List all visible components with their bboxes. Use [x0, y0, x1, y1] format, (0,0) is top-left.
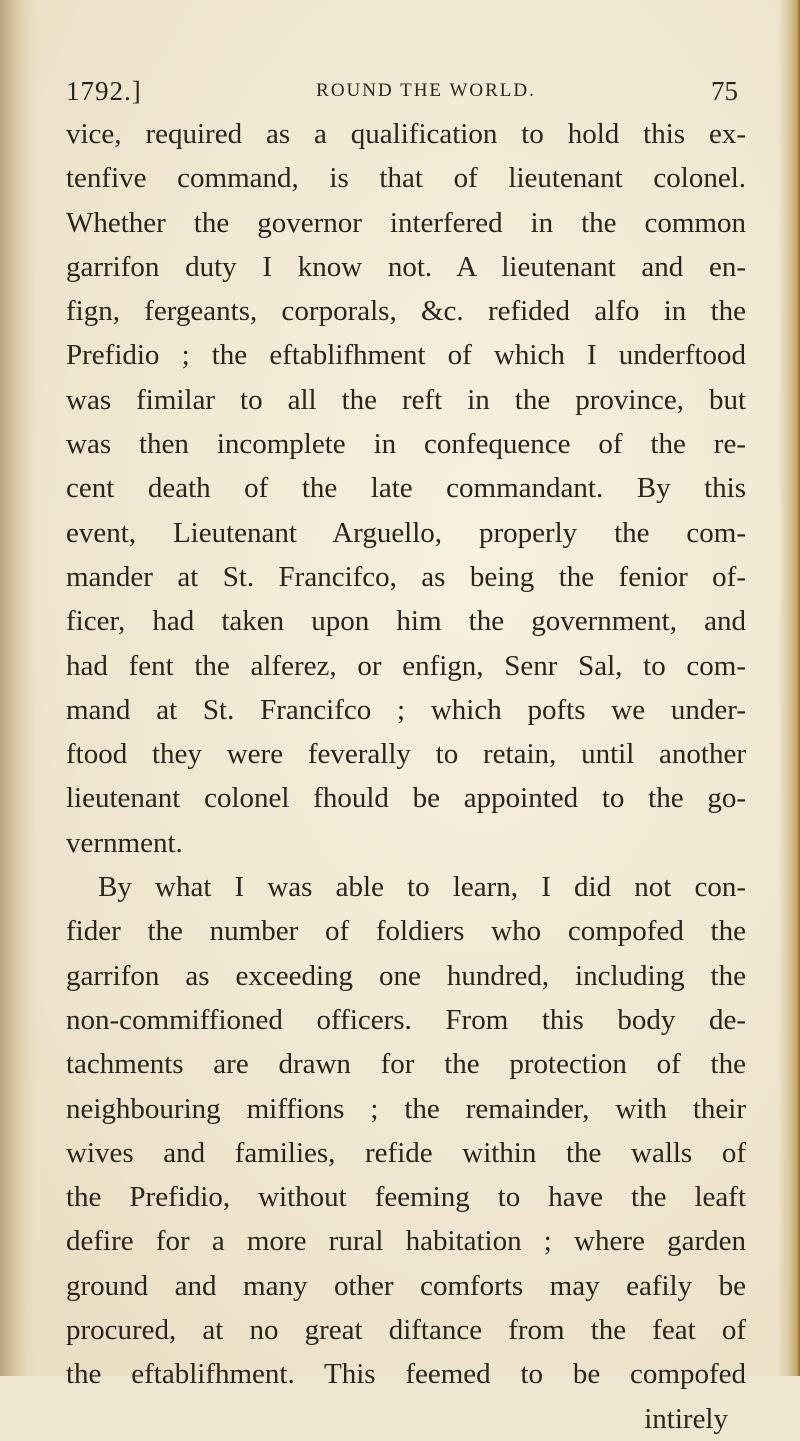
- text-line: was then incomplete in confequence of the re-: [66, 428, 746, 461]
- running-year: 1792.]: [66, 76, 142, 106]
- text-line: Whether the governor interfered in the common: [66, 206, 746, 239]
- page-edge-shadow: [778, 0, 800, 1376]
- text-line: defire for a more rural habitation ; where garden: [66, 1225, 746, 1258]
- text-line: ground and many other comforts may eafily be: [66, 1269, 746, 1302]
- text-line: garrifon as exceeding one hundred, including the: [66, 959, 746, 992]
- text-line: tachments are drawn for the protection of the: [66, 1048, 746, 1081]
- page-gutter-shadow: [0, 0, 38, 1376]
- text-line: had fent the alferez, or enfign, Senr Sal, to com-: [66, 649, 746, 682]
- text-line: event, Lieutenant Arguello, properly the com-: [66, 516, 746, 549]
- text-line: cent death of the late commandant. By this: [66, 472, 746, 505]
- text-line: neighbouring miffions ; the remainder, with their: [66, 1092, 746, 1125]
- text-line: garrifon duty I know not. A lieutenant and en-: [66, 250, 746, 283]
- body-text: [66, 112, 746, 1441]
- text-line: mand at St. Francifco ; which pofts we under-: [66, 693, 746, 726]
- text-line: Prefidio ; the eftablifhment of which I underftood: [66, 339, 746, 372]
- catchword: intirely: [644, 1402, 728, 1435]
- paragraph-start-line: By what I was able to learn, I did not con-: [98, 871, 746, 904]
- text-line: the eftablifhment. This feemed to be compofed: [66, 1358, 746, 1391]
- text-line: mander at St. Francifco, as being the fenior of-: [66, 560, 746, 593]
- text-line: vice, required as a qualification to hold this ex-: [66, 118, 746, 150]
- text-line: ficer, had taken upon him the government, and: [66, 605, 746, 638]
- text-line: the Prefidio, without feeming to have the leaft: [66, 1181, 746, 1214]
- text-line: non-commiffioned officers. From this body de-: [66, 1003, 746, 1036]
- page-number: 75: [711, 76, 738, 106]
- text-line: vernment.: [66, 826, 183, 859]
- text-line: procured, at no great diftance from the feat of: [66, 1314, 746, 1347]
- text-line: was fimilar to all the reft in the province, but: [66, 383, 746, 416]
- running-header: [66, 76, 766, 116]
- text-line: fider the number of foldiers who compofed the: [66, 915, 746, 948]
- text-line: ftood they were feverally to retain, until another: [66, 738, 746, 771]
- text-line: tenfive command, is that of lieutenant colonel.: [66, 162, 746, 195]
- text-line: fign, fergeants, corporals, &c. refided alfo in the: [66, 295, 746, 328]
- text-line: lieutenant colonel fhould be appointed to the go-: [66, 782, 746, 815]
- text-line: wives and families, refide within the walls of: [66, 1136, 746, 1169]
- running-title: ROUND THE WORLD.: [316, 80, 536, 101]
